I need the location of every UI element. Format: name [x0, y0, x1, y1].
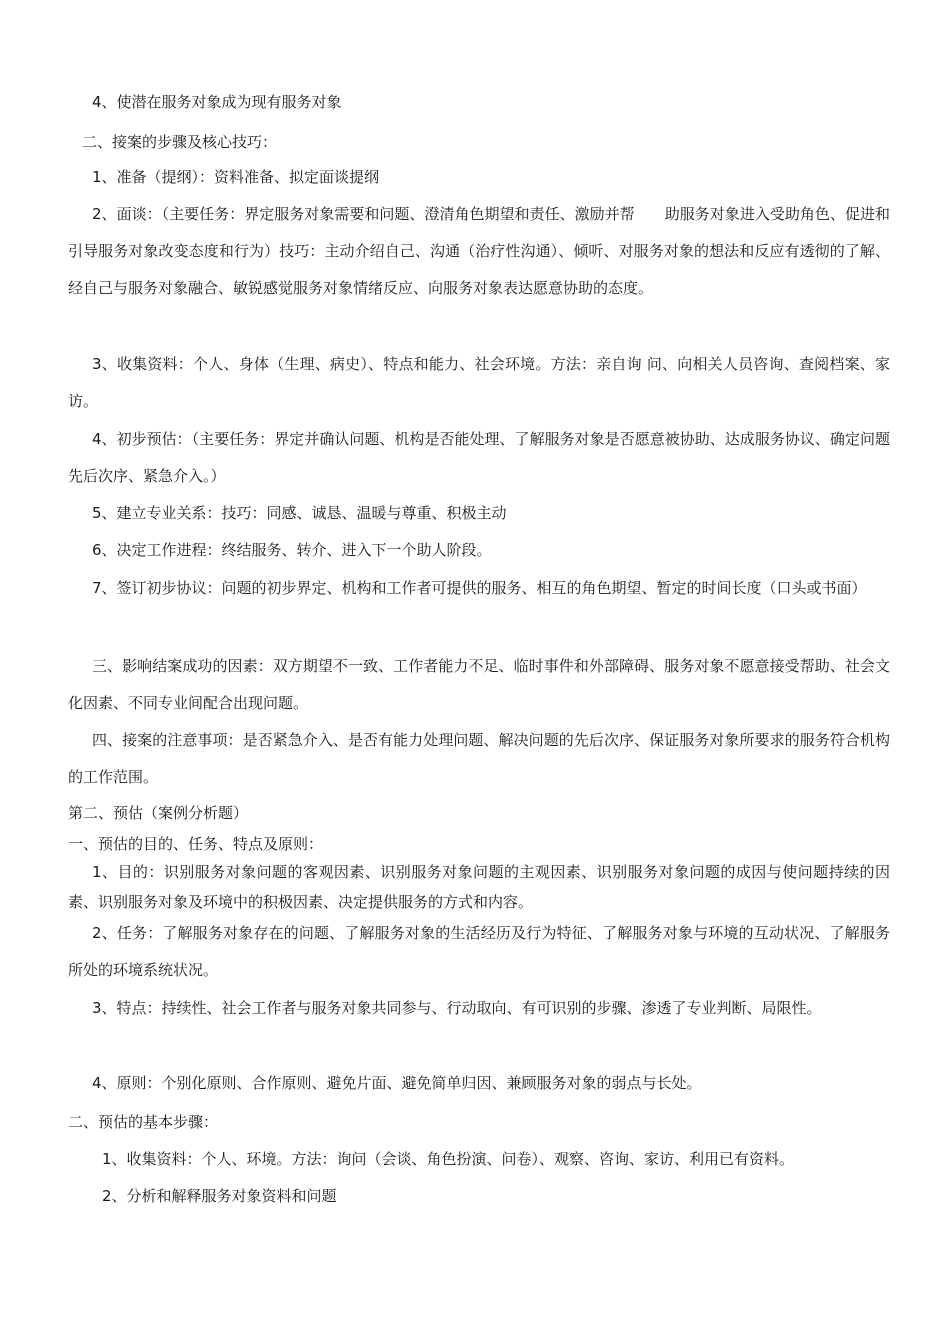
paragraph-analyze-data: 2、分析和解释服务对象资料和问题 — [102, 1187, 337, 1205]
paragraph-step-6-work-process: 6、决定工作进程：终结服务、转介、进入下一个助人阶段。 — [92, 541, 492, 559]
paragraph-step-1-preparation: 1、准备（提纲）：资料准备、拟定面谈提纲 — [92, 168, 380, 186]
heading-assessment-basic-steps: 二、预估的基本步骤： — [68, 1113, 219, 1131]
paragraph-collect-data: 1、收集资料：个人、环境。方法：询问（会谈、角色扮演、问卷）、观察、咨询、家访、利用已有资料。 — [102, 1150, 795, 1168]
paragraph-assessment-principles: 4、原则：个别化原则、合作原则、避免片面、避免简单归因、兼顾服务对象的弱点与长处。 — [92, 1074, 702, 1092]
paragraph-intake-precautions: 四、接案的注意事项：是否紧急介入、是否有能力处理问题、解决问题的先后次序、保证服务对象所要求的服务符合机构的工作范围。 — [68, 731, 890, 786]
paragraph-step-7-initial-agreement: 7、签订初步协议：问题的初步界定、机构和工作者可提供的服务、相互的角色期望、暂定的时间长度（口头或书面） — [92, 579, 867, 597]
paragraph-step-3-data-collection: 3、收集资料：个人、身体（生理、病史）、特点和能力、社会环境。方法：亲自询 问、向相关人员咨询、查阅档案、家访。 — [68, 355, 890, 410]
heading-assessment-purpose-principles: 一、预估的目的、任务、特点及原则： — [68, 835, 324, 853]
heading-intake-steps-and-skills: 二、接案的步骤及核心技巧： — [82, 133, 278, 151]
paragraph-factors-affecting-case: 三、影响结案成功的因素：双方期望不一致、工作者能力不足、临时事件和外部障碍、服务对象不愿意接受帮助、社会文化因素、不同专业间配合出现问题。 — [68, 657, 890, 712]
paragraph-step-5-professional-relationship: 5、建立专业关系：技巧：同感、诚恳、温暖与尊重、积极主动 — [92, 504, 507, 522]
paragraph-step-4-initial-assessment: 4、初步预估：（主要任务：界定并确认问题、机构是否能处理、了解服务对象是否愿意被协助、达成服务协议、确定问题先后次序、紧急介入。） — [68, 430, 890, 485]
paragraph-assessment-purpose: 1、目的：识别服务对象问题的客观因素、识别服务对象问题的主观因素、识别服务对象问题的成因与使问题持续的因素、识别服务对象及环境中的积极因素、决定提供服务的方式和内容。 — [68, 863, 890, 911]
paragraph-step-2-interview: 2、面谈：（主要任务：界定服务对象需要和问题、澄清角色期望和责任、激励并帮 助服务对象进入受助角色、促进和引导服务对象改变态度和行为）技巧：主动介绍自己、沟通（治疗性沟通）、倾听、对服务对象的想法和反应有透彻的了解、经自己与服务对象融合、敏锐感觉服务对象情绪反应、向服务对象表达愿意协助的态度。 — [68, 205, 890, 297]
paragraph-assessment-features: 3、特点：持续性、社会工作者与服务对象共同参与、行动取向、有可识别的步骤、渗透了专业判断、局限性。 — [92, 999, 822, 1017]
paragraph-item-4-potential-clients: 4、使潜在服务对象成为现有服务对象 — [92, 93, 342, 111]
paragraph-assessment-tasks: 2、任务：了解服务对象存在的问题、了解服务对象的生活经历及行为特征、了解服务对象与环境的互动状况、了解服务所处的环境系统状况。 — [68, 924, 890, 979]
section-heading-assessment: 第二、预估（案例分析题） — [68, 804, 249, 822]
